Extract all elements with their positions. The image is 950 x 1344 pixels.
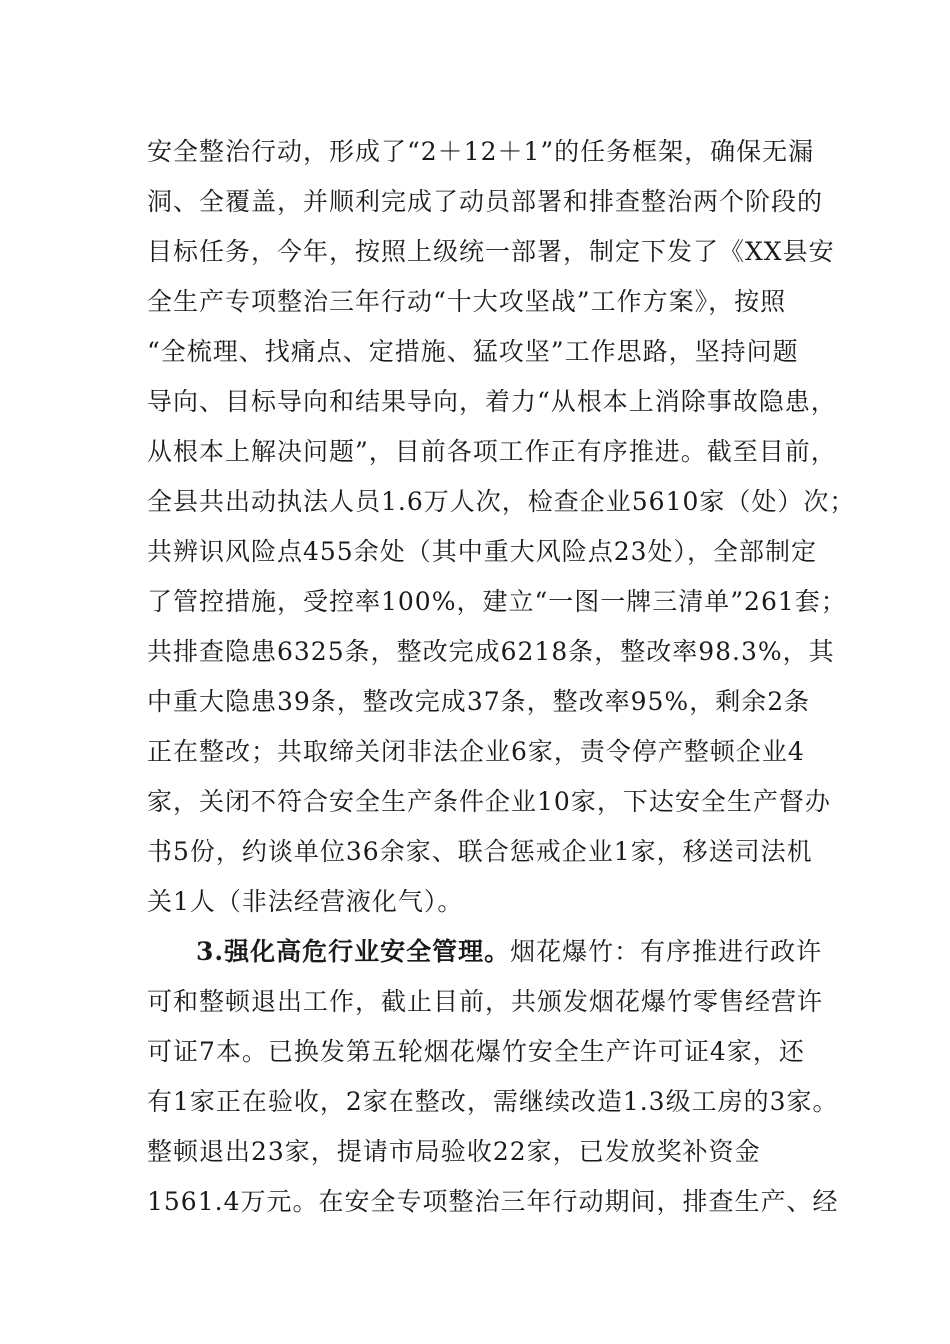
text-line: 从根本上解决问题”，目前各项工作正有序推进。截至目前， bbox=[147, 437, 837, 466]
text-line: 目标任务，今年，按照上级统一部署，制定下发了《XX县安 bbox=[147, 237, 835, 266]
text-line: “全梳理、找痛点、定措施、猛攻坚”工作思路，坚持问题 bbox=[147, 337, 799, 366]
text-line: 洞、全覆盖，并顺利完成了动员部署和排查整治两个阶段的 bbox=[147, 187, 824, 216]
text-line: 整顿退出23家，提请市局验收22家，已发放奖补资金 bbox=[147, 1137, 761, 1166]
text-line: 书5份，约谈单位36余家、联合惩戒企业1家，移送司法机 bbox=[147, 837, 813, 866]
text-line: 1561.4万元。在安全专项整治三年行动期间，排查生产、经 bbox=[147, 1187, 839, 1216]
section-heading: 3.强化高危行业安全管理。 bbox=[196, 937, 511, 966]
text-line: 可证7本。已换发第五轮烟花爆竹安全生产许可证4家，还 bbox=[147, 1037, 805, 1066]
text-line: 可和整顿退出工作，截止目前，共颁发烟花爆竹零售经营许 bbox=[147, 987, 824, 1016]
text-line: 共排查隐患6325条，整改完成6218条，整改率98.3%，其 bbox=[147, 637, 835, 666]
text-line: 正在整改；共取缔关闭非法企业6家，责令停产整顿企业4 bbox=[147, 737, 805, 766]
text-line: 共辨识风险点455余处（其中重大风险点23处），全部制定 bbox=[147, 537, 818, 566]
text-line: 家，关闭不符合安全生产条件企业10家，下达安全生产督办 bbox=[147, 787, 831, 816]
section-3-first-line bbox=[196, 932, 822, 972]
text-line: 导向、目标导向和结果导向，着力“从根本上消除事故隐患， bbox=[147, 387, 837, 416]
text-line: 关1人（非法经营液化气）。 bbox=[147, 887, 464, 916]
text-line: 全县共出动执法人员1.6万人次，检查企业5610家（处）次； bbox=[147, 487, 856, 516]
text-line: 了管控措施，受控率100%，建立“一图一牌三清单”261套； bbox=[147, 587, 847, 616]
text-line: 安全整治行动，形成了“2＋12＋1”的任务框架，确保无漏 bbox=[147, 137, 815, 166]
text-line: 全生产专项整治三年行动“十大攻坚战”工作方案》，按照 bbox=[147, 287, 787, 316]
text-line: 有1家正在验收，2家在整改，需继续改造1.3级工房的3家。 bbox=[147, 1087, 839, 1116]
text-line: 中重大隐患39条，整改完成37条，整改率95%，剩余2条 bbox=[147, 687, 811, 716]
section-text: 烟花爆竹：有序推进行政许 bbox=[510, 937, 823, 966]
